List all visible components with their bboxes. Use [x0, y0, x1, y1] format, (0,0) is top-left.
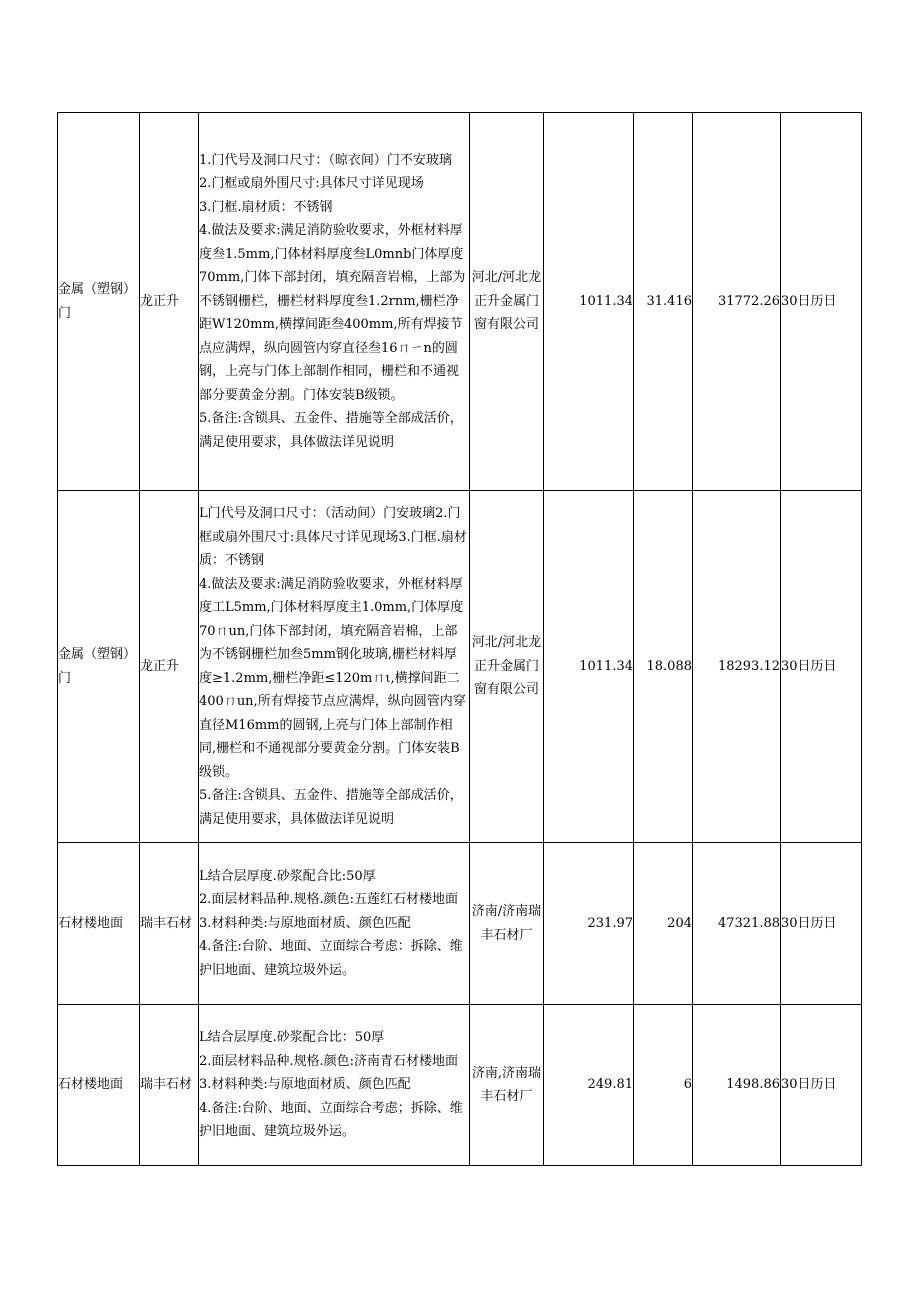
description-line: 4.备注:台阶、地面、立面综合考虑：拆除、维护旧地面、建筑垃圾外运。 — [199, 939, 463, 978]
materials-table — [57, 112, 862, 1166]
unit-price-cell: 1011.34 — [544, 491, 634, 843]
total-price-cell: 31772.26 — [693, 113, 781, 491]
delivery-period-cell: 30日历日 — [781, 113, 862, 491]
description-line: 2.门框或扇外围尺寸:具体尺寸详见现场 — [199, 176, 424, 192]
brand-cell: 龙正升 — [140, 491, 199, 843]
description-cell — [199, 113, 470, 491]
table-row — [58, 491, 862, 843]
brand-cell: 瑞丰石材 — [140, 843, 199, 1005]
quantity-cell: 18.088 — [634, 491, 693, 843]
manufacturer-cell: 济南,济南瑞丰石材厂 — [470, 1005, 544, 1166]
description-line: L门代号及洞口尺寸：（活动间）门安玻璃2.门框或扇外围尺寸:具体尺寸详见现场3.门框.扇材质：不锈钢 — [199, 506, 467, 568]
quantity-cell: 6 — [634, 1005, 693, 1166]
delivery-period-cell: 30日历日 — [781, 1005, 862, 1166]
unit-price-cell: 1011.34 — [544, 113, 634, 491]
description-cell — [199, 1005, 470, 1166]
delivery-period-cell: 30日历日 — [781, 843, 862, 1005]
description-line: L结合层厚度.砂浆配合比：50厚 — [199, 1030, 385, 1046]
brand-cell: 龙正升 — [140, 113, 199, 491]
delivery-period-cell: 30日历日 — [781, 491, 862, 843]
item-name-cell: 金属（塑钢）门 — [58, 113, 140, 491]
manufacturer-cell: 河北/河北龙正升金属门窗有限公司 — [470, 491, 544, 843]
description-line: L结合层厚度.砂浆配合比:50厚 — [199, 868, 376, 884]
unit-price-cell: 231.97 — [544, 843, 634, 1005]
brand-cell: 瑞丰石材 — [140, 1005, 199, 1166]
description-cell — [199, 843, 470, 1005]
description-line: 5.备注:含锁具、五金件、措施等全部成活价，满足使用要求，具体做法详见说明 — [199, 788, 463, 827]
table-body — [58, 113, 862, 1166]
description-line: 1.门代号及洞口尺寸：（晾衣间）门不安玻璃 — [199, 152, 452, 168]
description-line: 3.门框.扇材质：不锈钢 — [199, 199, 333, 215]
description-cell — [199, 491, 470, 843]
table-row — [58, 1005, 862, 1166]
description-line: 4.做法及要求:满足消防验收要求，外框材料厚度工L5mm,门体材料厚度主1.0mm,门体厚度70ㄇun,门体下部封闭，填充隔音岩棉，上部为不锈钢栅栏加叁5mm钢化玻璃,栅栏材料厚度≥1.2mm,栅栏净距≤120mㄇι,横撑间距二400ㄇun,所有焊接节点应满焊，纵向圆管内穿直径M16mm的圆钢,上亮与门体上部制作相同,栅栏和不通视部分要黄金分割。门体安装B级锁。 — [199, 576, 466, 780]
table-row — [58, 113, 862, 491]
item-name-cell: 金属（塑钢）门 — [58, 491, 140, 843]
description-line: 2.面层材料品种.规格.颜色:济南青石材楼地面 — [199, 1053, 459, 1069]
manufacturer-cell: 济南/济南瑞丰石材厂 — [470, 843, 544, 1005]
description-line: 3.材料种类:与原地面材质、颜色匹配 — [199, 915, 411, 931]
total-price-cell: 18293.12 — [693, 491, 781, 843]
total-price-cell: 1498.86 — [693, 1005, 781, 1166]
unit-price-cell: 249.81 — [544, 1005, 634, 1166]
description-line: 4.备注:台阶、地面、立面综合考虑；拆除、维护旧地面、建筑垃圾外运。 — [199, 1100, 463, 1140]
table-row — [58, 843, 862, 1005]
description-line: 5.备注:含锁具、五金件、措施等全部成活价，满足使用要求，具体做法详见说明 — [199, 411, 463, 450]
item-name-cell: 石材楼地面 — [58, 843, 140, 1005]
description-line: 4.做法及要求:满足消防验收要求，外框材料厚度叁1.5mm,门体材料厚度叁L0mnb门体厚度70mm,门体下部封闭，填充隔音岩棉，上部为不锈钢栅栏，栅栏材料厚度叁1.2rnm,栅栏净距W120mm,横撑间距叁400mm,所有焊接节点应满焊，纵向圆管内穿直径叁16ㄇㄧn的圆钢，上亮与门体上部制作相同，栅栏和不通视部分要黄金分割。门体安装B级锁。 — [199, 223, 466, 403]
quantity-cell: 31.416 — [634, 113, 693, 491]
description-line: 2.面层材料品种.规格.颜色:五莲红石材楼地面 — [199, 892, 459, 908]
total-price-cell: 47321.88 — [693, 843, 781, 1005]
description-line: 3.材料种类:与原地面材质、颜色匹配 — [199, 1077, 411, 1093]
manufacturer-cell: 河北/河北龙正升金属门窗有限公司 — [470, 113, 544, 491]
quantity-cell: 204 — [634, 843, 693, 1005]
item-name-cell: 石材楼地面 — [58, 1005, 140, 1166]
